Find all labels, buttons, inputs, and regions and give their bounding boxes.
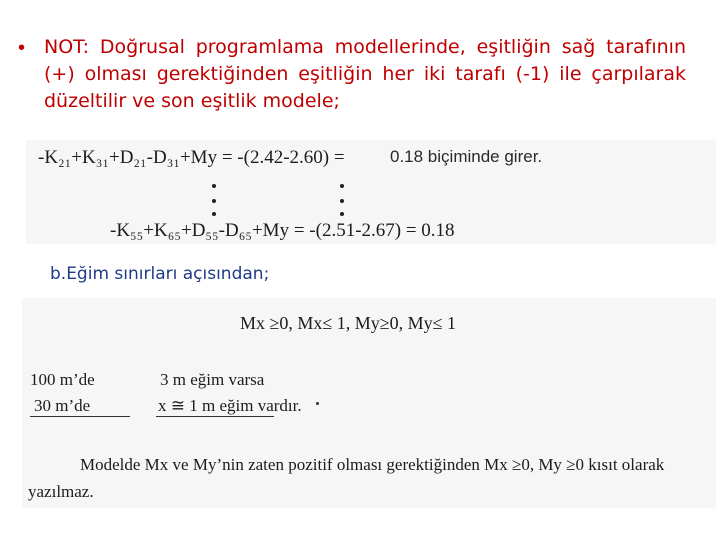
equation-2: -K₅₅+K₆₅+D₅₅-D₆₅+My = -(2.51-2.67) = 0.18 bbox=[110, 220, 455, 241]
ellipsis-dot bbox=[212, 212, 216, 216]
ellipsis-dot bbox=[340, 184, 344, 188]
note-block bbox=[18, 34, 686, 115]
equation-1: -K₂₁+K₃₁+D₂₁-D₃₁+My = -(2.42-2.60) = bbox=[38, 147, 345, 168]
underline-rule bbox=[156, 416, 274, 417]
scan-speck bbox=[316, 402, 319, 405]
constraints-line: Mx ≥0, Mx≤ 1, My≥0, My≤ 1 bbox=[240, 313, 457, 333]
underline-rule bbox=[30, 416, 130, 417]
ratio-row1-right: 3 m eğim varsa bbox=[160, 370, 265, 389]
ratio-row1-left: 100 m’de bbox=[30, 370, 95, 389]
ratio-row2-right: x ≅ 1 m eğim vardır. bbox=[158, 396, 302, 415]
ellipsis-dot bbox=[340, 199, 344, 203]
conclusion-line-2: yazılmaz. bbox=[28, 482, 94, 501]
section-b-heading: b.Eğim sınırları açısından; bbox=[50, 264, 270, 284]
ellipsis-dot bbox=[212, 199, 216, 203]
bullet-icon: • bbox=[18, 37, 26, 59]
equation-1-result: 0.18 biçiminde girer. bbox=[390, 147, 543, 166]
ratio-row2-left: 30 m’de bbox=[34, 396, 91, 415]
ellipsis-dot bbox=[212, 184, 216, 188]
note-text: NOT: Doğrusal programlama modellerinde, eşitliğin sağ tarafının (+) olması gerektiğinden eşitliğin her iki tarafı (-1) ile çarpılarak düzeltilir ve son eşitlik modele; bbox=[44, 36, 686, 112]
conclusion-line-1: Modelde Mx ve My’nin zaten pozitif olması gerektiğinden Mx ≥0, My ≥0 kısıt olarak bbox=[80, 455, 665, 474]
ellipsis-dot bbox=[340, 212, 344, 216]
